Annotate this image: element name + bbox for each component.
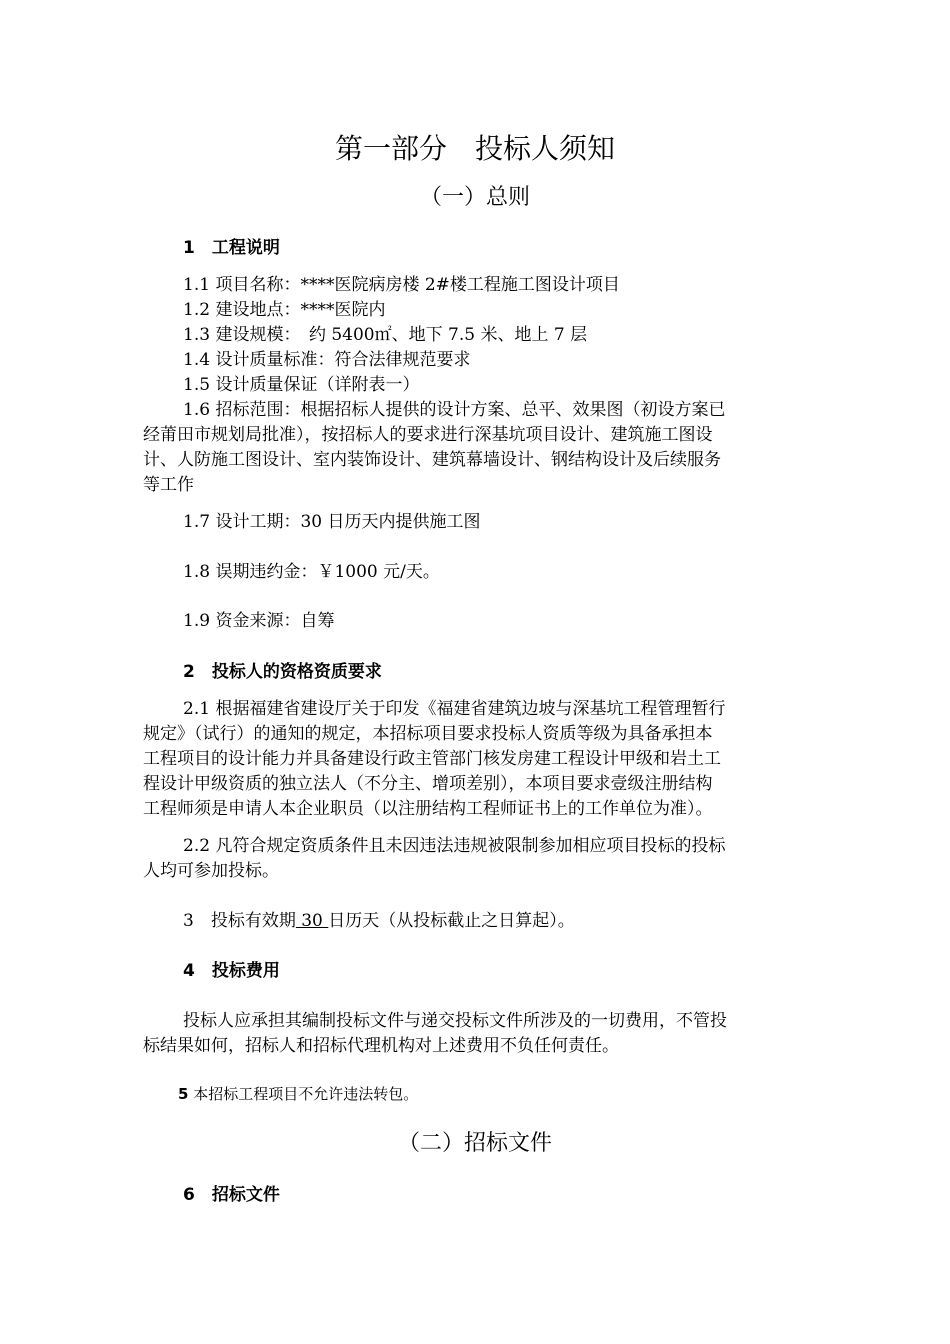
item-5-number: 5 xyxy=(178,1085,189,1103)
item-1-3: 1.3 建设规模： 约 5400㎡、地下 7.5 米、地上 7 层 xyxy=(183,325,588,345)
item-3-bid-validity xyxy=(183,913,575,930)
bid-validity-suffix: 日历天（从投标截止之日算起）。 xyxy=(328,911,575,931)
item-5-text: 本招标工程项目不允许违法转包。 xyxy=(188,1085,419,1103)
heading-project-description: 1 工程说明 xyxy=(183,238,280,258)
heading-bidder-qualification: 2 投标人的资格资质要求 xyxy=(183,662,382,682)
item-1-7: 1.7 设计工期：30 日历天内提供施工图 xyxy=(183,512,481,532)
heading-tender-documents: 6 招标文件 xyxy=(183,1185,280,1205)
item-5-no-subcontract xyxy=(178,1087,418,1102)
heading-bid-cost: 4 投标费用 xyxy=(183,961,280,981)
bid-validity-label: 3 投标有效期 xyxy=(183,911,296,931)
item-4-line: 投标人应承担其编制投标文件与递交投标文件所涉及的一切费用，不管投 xyxy=(183,1011,727,1031)
item-1-1: 1.1 项目名称：****医院病房楼 2#楼工程施工图设计项目 xyxy=(183,275,620,295)
item-1-2: 1.2 建设地点：****医院内 xyxy=(183,300,386,320)
item-1-8: 1.8 误期违约金：￥1000 元/天。 xyxy=(183,562,440,582)
bid-validity-days: 30 xyxy=(295,911,329,931)
item-1-6-line: 经莆田市规划局批准），按招标人的要求进行深基坑项目设计、建筑施工图设 xyxy=(143,425,713,445)
item-4-line: 标结果如何，招标人和招标代理机构对上述费用不负任何责任。 xyxy=(143,1036,619,1056)
item-2-2-line: 2.2 凡符合规定资质条件且未因违法违规被限制参加相应项目投标的投标 xyxy=(183,836,726,856)
item-2-1-line: 规定》（试行）的通知的规定，本招标项目要求投标人资质等级为具备承担本 xyxy=(143,724,713,744)
item-2-1-line: 2.1 根据福建省建设厅关于印发《福建省建筑边坡与深基坑工程管理暂行 xyxy=(183,699,726,719)
section-heading-general: （一）总则 xyxy=(419,185,530,210)
item-1-5: 1.5 设计质量保证（详附表一） xyxy=(183,375,420,395)
item-1-4: 1.4 设计质量标准：符合法律规范要求 xyxy=(183,350,471,370)
item-1-6-line: 等工作 xyxy=(143,475,194,495)
item-1-6-line: 计、人防施工图设计、室内装饰设计、建筑幕墙设计、钢结构设计及后续服务 xyxy=(143,450,721,470)
section-heading-tender-documents: （二）招标文件 xyxy=(397,1131,552,1156)
item-1-6-line: 1.6 招标范围：根据招标人提供的设计方案、总平、效果图（初设方案已 xyxy=(183,400,726,420)
item-2-1-line: 工程项目的设计能力并具备建设行政主管部门核发房建工程设计甲级和岩土工 xyxy=(143,749,721,769)
page-title: 第一部分 投标人须知 xyxy=(334,132,615,165)
item-1-9: 1.9 资金来源：自筹 xyxy=(183,611,335,631)
item-2-1-line: 工程师须是申请人本企业职员（以注册结构工程师证书上的工作单位为准）。 xyxy=(143,799,713,819)
item-2-2-line: 人均可参加投标。 xyxy=(143,861,279,881)
item-2-1-line: 程设计甲级资质的独立法人（不分主、增项差别），本项目要求壹级注册结构 xyxy=(143,774,713,794)
